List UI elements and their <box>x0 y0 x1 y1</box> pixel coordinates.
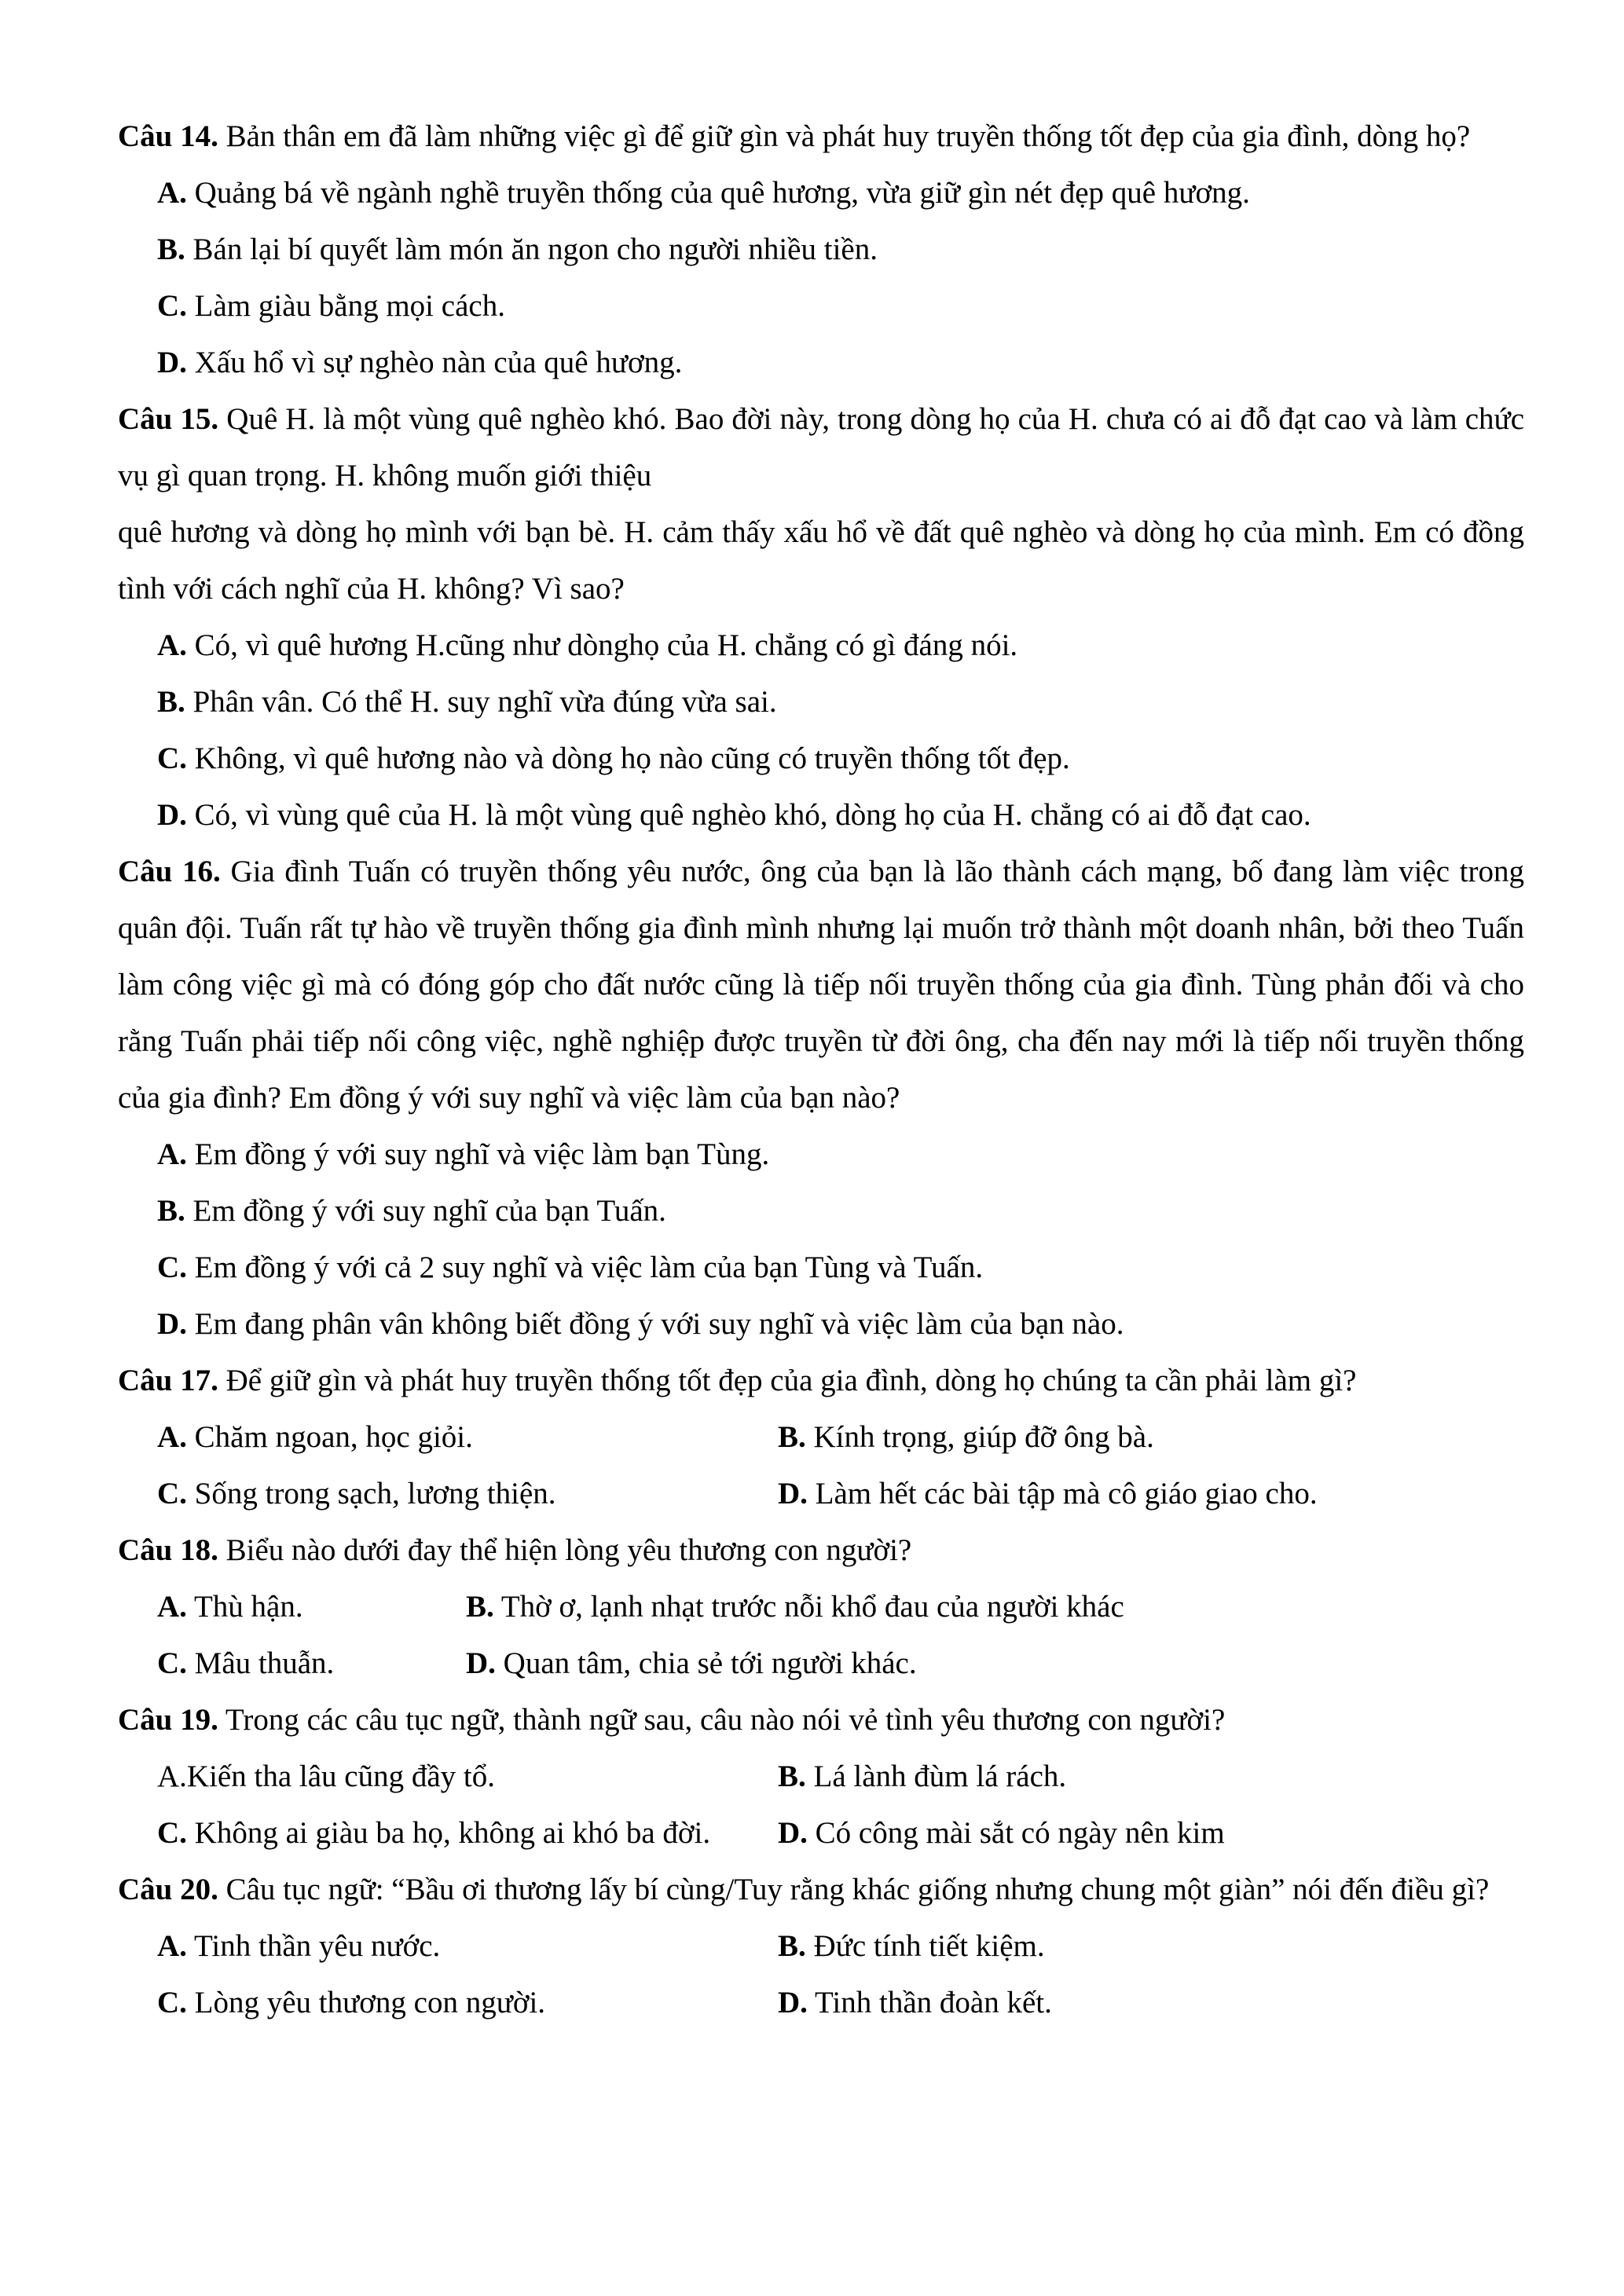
option-label: B. <box>778 1760 806 1793</box>
question-stem <box>118 1862 1524 1918</box>
option-text: Có, vì vùng quê của H. là một vùng quê nghèo khó, dòng họ của H. chẳng có ai đỗ đạt cao. <box>194 798 1311 832</box>
option-a <box>157 165 1524 222</box>
option-label: D. <box>157 1307 187 1341</box>
option-b <box>778 1749 1066 1805</box>
option-a <box>157 1579 466 1635</box>
option-label: B. <box>157 1194 185 1228</box>
option-text: Kính trọng, giúp đỡ ông bà. <box>813 1420 1154 1454</box>
question-number: Câu 15. <box>118 402 219 436</box>
option-label: D. <box>466 1646 496 1680</box>
question-text: Để giữ gìn và phát huy truyền thống tốt đẹp của gia đình, dòng họ chúng ta cần phải làm gì? <box>225 1364 1357 1397</box>
option-text: Quảng bá về ngành nghề truyền thống của quê hương, vừa giữ gìn nét đẹp quê hương. <box>194 176 1250 210</box>
option-text: Làm hết các bài tập mà cô giáo giao cho. <box>815 1477 1318 1511</box>
option-row <box>157 1579 1524 1635</box>
option-label: C. <box>157 289 187 323</box>
option-label: B. <box>157 233 185 266</box>
option-label: D. <box>157 346 187 379</box>
option-a <box>157 1749 778 1805</box>
option-c <box>157 731 1524 787</box>
option-label: B. <box>778 1420 806 1454</box>
question-number: Câu 18. <box>118 1533 218 1567</box>
option-text: Phân vân. Có thể H. suy nghĩ vừa đúng vừa sai. <box>192 685 777 719</box>
option-label: A. <box>157 1420 187 1454</box>
question-stem <box>118 1353 1524 1409</box>
option-text: Có công mài sắt có ngày nên kim <box>815 1816 1225 1850</box>
question-text: Trong các câu tục ngữ, thành ngữ sau, câu nào nói vẻ tình yêu thương con người? <box>225 1703 1226 1737</box>
question-18 <box>118 1522 1524 1692</box>
question-stem <box>118 391 1524 504</box>
option-row <box>157 1409 1524 1466</box>
option-label: C. <box>157 1251 187 1284</box>
exam-page <box>118 108 1524 2031</box>
option-text: Thờ ơ, lạnh nhạt trước nỗi khổ đau của người khác <box>500 1590 1124 1624</box>
option-label: C. <box>157 1477 187 1511</box>
option-label: D. <box>778 1477 808 1511</box>
option-d <box>778 1975 1052 2031</box>
option-text: Lòng yêu thương con người. <box>194 1986 546 2020</box>
option-b <box>778 1409 1154 1466</box>
option-c <box>157 1805 778 1862</box>
question-17 <box>118 1353 1524 1522</box>
question-stem <box>118 1522 1524 1579</box>
option-b <box>157 674 1524 731</box>
option-text: Tinh thần yêu nước. <box>193 1929 441 1963</box>
option-d <box>157 335 1524 391</box>
option-text: Không, vì quê hương nào và dòng họ nào cũng có truyền thống tốt đẹp. <box>194 742 1070 775</box>
option-a <box>157 1918 778 1975</box>
option-label: C. <box>157 1646 187 1680</box>
option-label: D. <box>778 1816 808 1850</box>
question-14 <box>118 108 1524 391</box>
option-row <box>157 1749 1524 1805</box>
option-label: A. <box>157 1929 187 1963</box>
option-c <box>157 1466 778 1522</box>
option-label: A. <box>157 1760 187 1793</box>
question-number: Câu 14. <box>118 119 218 153</box>
question-stem <box>118 844 1524 1126</box>
option-d <box>157 787 1524 844</box>
option-text: Lá lành đùm lá rách. <box>813 1760 1067 1793</box>
question-text: Biểu nào dưới đay thể hiện lòng yêu thương con người? <box>225 1533 912 1567</box>
question-16 <box>118 844 1524 1353</box>
option-label: A. <box>157 176 187 210</box>
question-text: Gia đình Tuấn có truyền thống yêu nước, ông của bạn là lão thành cách mạng, bố đang làm việc trong quân đội. Tuấn rất tự hào về truyền thống gia đình mình nhưng lại muốn trở thành một doanh nhân, bởi theo Tuấn làm công việc gì mà có đóng góp cho đất nước cũng là tiếp nối truyền thống của gia đình. Tùng phản đối và cho rằng Tuấn phải tiếp nối công việc, nghề nghiệp được truyền từ đời ông, cha đến nay mới là tiếp nối truyền thống của gia đình? Em đồng ý với suy nghĩ và việc làm của bạn nào? <box>118 855 1525 1115</box>
option-a <box>157 1409 778 1466</box>
option-label: A. <box>157 1137 187 1171</box>
option-label: A. <box>157 628 187 662</box>
option-row <box>157 1466 1524 1522</box>
option-text: Không ai giàu ba họ, không ai khó ba đời. <box>194 1816 711 1850</box>
option-row <box>157 1635 1524 1692</box>
option-b <box>778 1918 1045 1975</box>
question-text-continued: quê hương và dòng họ mình với bạn bè. H. cảm thấy xấu hổ về đất quê nghèo và dòng họ của mình. Em có đồng tình với cách nghĩ của H. không? Vì sao? <box>118 515 1524 606</box>
question-20 <box>118 1862 1524 2031</box>
option-text: Sống trong sạch, lương thiện. <box>194 1477 556 1511</box>
option-text: Xấu hổ vì sự nghèo nàn của quê hương. <box>194 346 683 379</box>
option-text: Tinh thần đoàn kết. <box>814 1986 1052 2020</box>
option-text: Có, vì quê hương H.cũng như dònghọ của H. chẳng có gì đáng nói. <box>194 628 1018 662</box>
option-b <box>157 222 1524 278</box>
option-text: Làm giàu bằng mọi cách. <box>194 289 505 323</box>
option-text: Em đồng ý với suy nghĩ và việc làm bạn Tùng. <box>194 1137 770 1171</box>
option-b <box>466 1579 1124 1635</box>
option-a <box>157 1126 1524 1183</box>
option-label: C. <box>157 742 187 775</box>
option-c <box>157 278 1524 335</box>
question-text: Bản thân em đã làm những việc gì để giữ gìn và phát huy truyền thống tốt đẹp của gia đình, dòng họ? <box>225 119 1471 153</box>
option-label: C. <box>157 1986 187 2020</box>
option-c <box>157 1975 778 2031</box>
option-text: Thù hận. <box>193 1590 303 1624</box>
question-19 <box>118 1692 1524 1862</box>
option-d <box>778 1466 1318 1522</box>
question-text: Quê H. là một vùng quê nghèo khó. Bao đời này, trong dòng họ của H. chưa có ai đỗ đạt cao và làm chức vụ gì quan trọng. H. không muốn giới thiệu <box>118 402 1524 493</box>
option-label: B. <box>466 1590 494 1624</box>
option-c <box>157 1240 1524 1296</box>
option-text: Bán lại bí quyết làm món ăn ngon cho người nhiều tiền. <box>192 233 878 266</box>
option-row <box>157 1975 1524 2031</box>
option-d <box>157 1296 1524 1353</box>
option-b <box>157 1183 1524 1240</box>
option-label: B. <box>157 685 185 719</box>
option-label: D. <box>778 1986 808 2020</box>
option-c <box>157 1635 466 1692</box>
option-label: B. <box>778 1929 806 1963</box>
option-text: Em đồng ý với cả 2 suy nghĩ và việc làm của bạn Tùng và Tuấn. <box>194 1251 984 1284</box>
option-text: Mâu thuẫn. <box>194 1646 335 1680</box>
option-text: Quan tâm, chia sẻ tới người khác. <box>503 1646 917 1680</box>
option-text: Chăm ngoan, học giỏi. <box>194 1420 473 1454</box>
option-d <box>778 1805 1225 1862</box>
option-label: D. <box>157 798 187 832</box>
option-label: C. <box>157 1816 187 1850</box>
option-row <box>157 1918 1524 1975</box>
option-text: Kiến tha lâu cũng đầy tổ. <box>186 1760 495 1793</box>
option-a <box>157 617 1524 674</box>
question-stem <box>118 108 1524 165</box>
question-number: Câu 20. <box>118 1873 218 1906</box>
option-text: Em đồng ý với suy nghĩ của bạn Tuấn. <box>192 1194 666 1228</box>
question-number: Câu 16. <box>118 855 221 888</box>
option-text: Em đang phân vân không biết đồng ý với suy nghĩ và việc làm của bạn nào. <box>194 1307 1124 1341</box>
question-15 <box>118 391 1524 844</box>
question-stem <box>118 1692 1524 1749</box>
question-text: Câu tục ngữ: “Bầu ơi thương lấy bí cùng/Tuy rằng khác giống nhưng chung một giàn” nói đến điều gì? <box>225 1873 1490 1906</box>
question-number: Câu 17. <box>118 1364 218 1397</box>
question-number: Câu 19. <box>118 1703 218 1737</box>
option-label: A. <box>157 1590 187 1624</box>
option-text: Đức tính tiết kiệm. <box>813 1929 1045 1963</box>
option-row <box>157 1805 1524 1862</box>
option-d <box>466 1635 917 1692</box>
